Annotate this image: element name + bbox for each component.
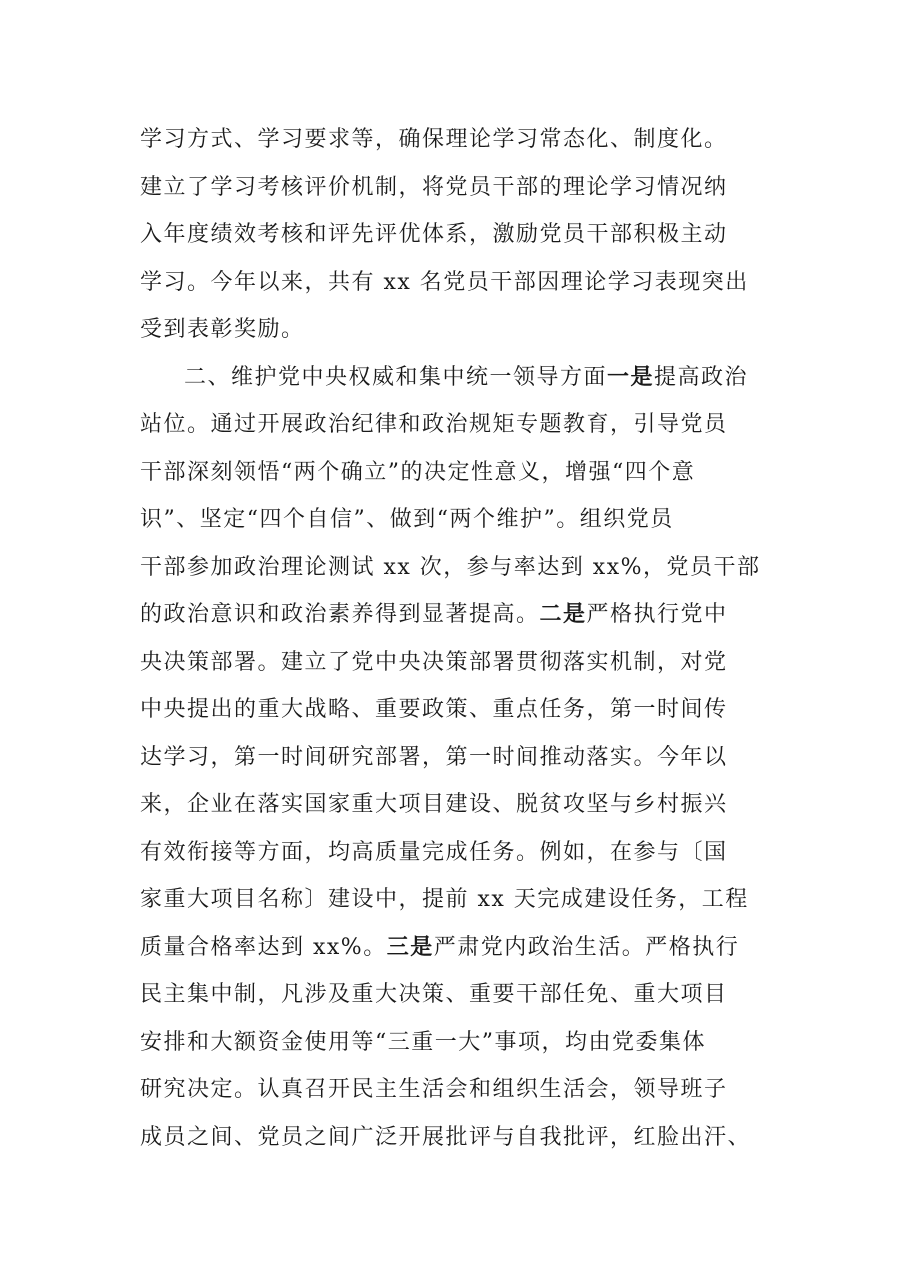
text-line: 央决策部署。建立了党中央决策部署贯彻落实机制，对党 xyxy=(140,649,728,675)
text-line: 来，企业在落实国家重大项目建设、脱贫攻坚与乡村振兴 xyxy=(140,792,728,817)
text-line: 成员之间、党员之间广泛开展批评与自我批评，红脸出汗、 xyxy=(140,1124,752,1150)
text-run: 提高政治 xyxy=(654,364,749,390)
text-line: 建立了学习考核评价机制，将党员干部的理论学习情况纳 xyxy=(140,174,728,200)
section-heading-line xyxy=(140,354,768,402)
text-line: 安排和大额资金使用等“三重一大”事项，均由党委集体 xyxy=(140,1029,706,1055)
text-run: 严肃党内政治生活。严格执行 xyxy=(433,934,740,960)
text-run: 的政治意识和政治素养得到显著提高。 xyxy=(140,602,540,627)
text-line: 受到表彰奖励。 xyxy=(140,317,305,342)
text-line: 有效衔接等方面，均高质量完成任务。例如，在参与〔国 xyxy=(140,839,728,865)
text-line xyxy=(140,591,768,639)
text-line: 学习方式、学习要求等，确保理论学习常态化、制度化。 xyxy=(140,127,728,152)
text-line: 干部深刻领悟“两个确立”的决定性意义，增强“四个意 xyxy=(140,459,696,485)
bold-marker: 二是 xyxy=(539,601,587,627)
text-run: 质量合格率达到 xx%。 xyxy=(140,934,387,960)
section-heading: 二、维护党中央权威和集中统一领导方面 xyxy=(184,364,608,390)
bold-marker: 一是 xyxy=(607,363,655,390)
text-line: 学习。今年以来，共有 xx 名党员干部因理论学习表现突出 xyxy=(140,269,749,295)
text-line: 站位。通过开展政治纪律和政治规矩专题教育，引导党员 xyxy=(140,412,728,437)
text-line: 识”、坚定“四个自信”、做到“两个维护”。组织党员 xyxy=(140,507,674,532)
text-line: 入年度绩效考核和评先评优体系，激励党员干部积极主动 xyxy=(140,222,728,247)
bold-marker: 三是 xyxy=(386,933,434,960)
text-line: 达学习，第一时间研究部署，第一时间推动落实。今年以 xyxy=(140,744,728,770)
text-line xyxy=(140,924,768,972)
text-line: 研究决定。认真召开民主生活会和组织生活会，领导班子 xyxy=(140,1077,728,1102)
text-line: 家重大项目名称〕建设中，提前 xx 天完成建设任务，工程 xyxy=(140,887,749,912)
body-text xyxy=(140,116,768,1161)
text-line: 民主集中制，凡涉及重大决策、重要干部任免、重大项目 xyxy=(140,982,728,1007)
text-line: 干部参加政治理论测试 xx 次，参与率达到 xx%，党员干部 xyxy=(140,554,761,580)
text-run: 严格执行党中 xyxy=(586,602,728,627)
text-line: 中央提出的重大战略、重要政策、重点任务，第一时间传 xyxy=(140,697,728,722)
